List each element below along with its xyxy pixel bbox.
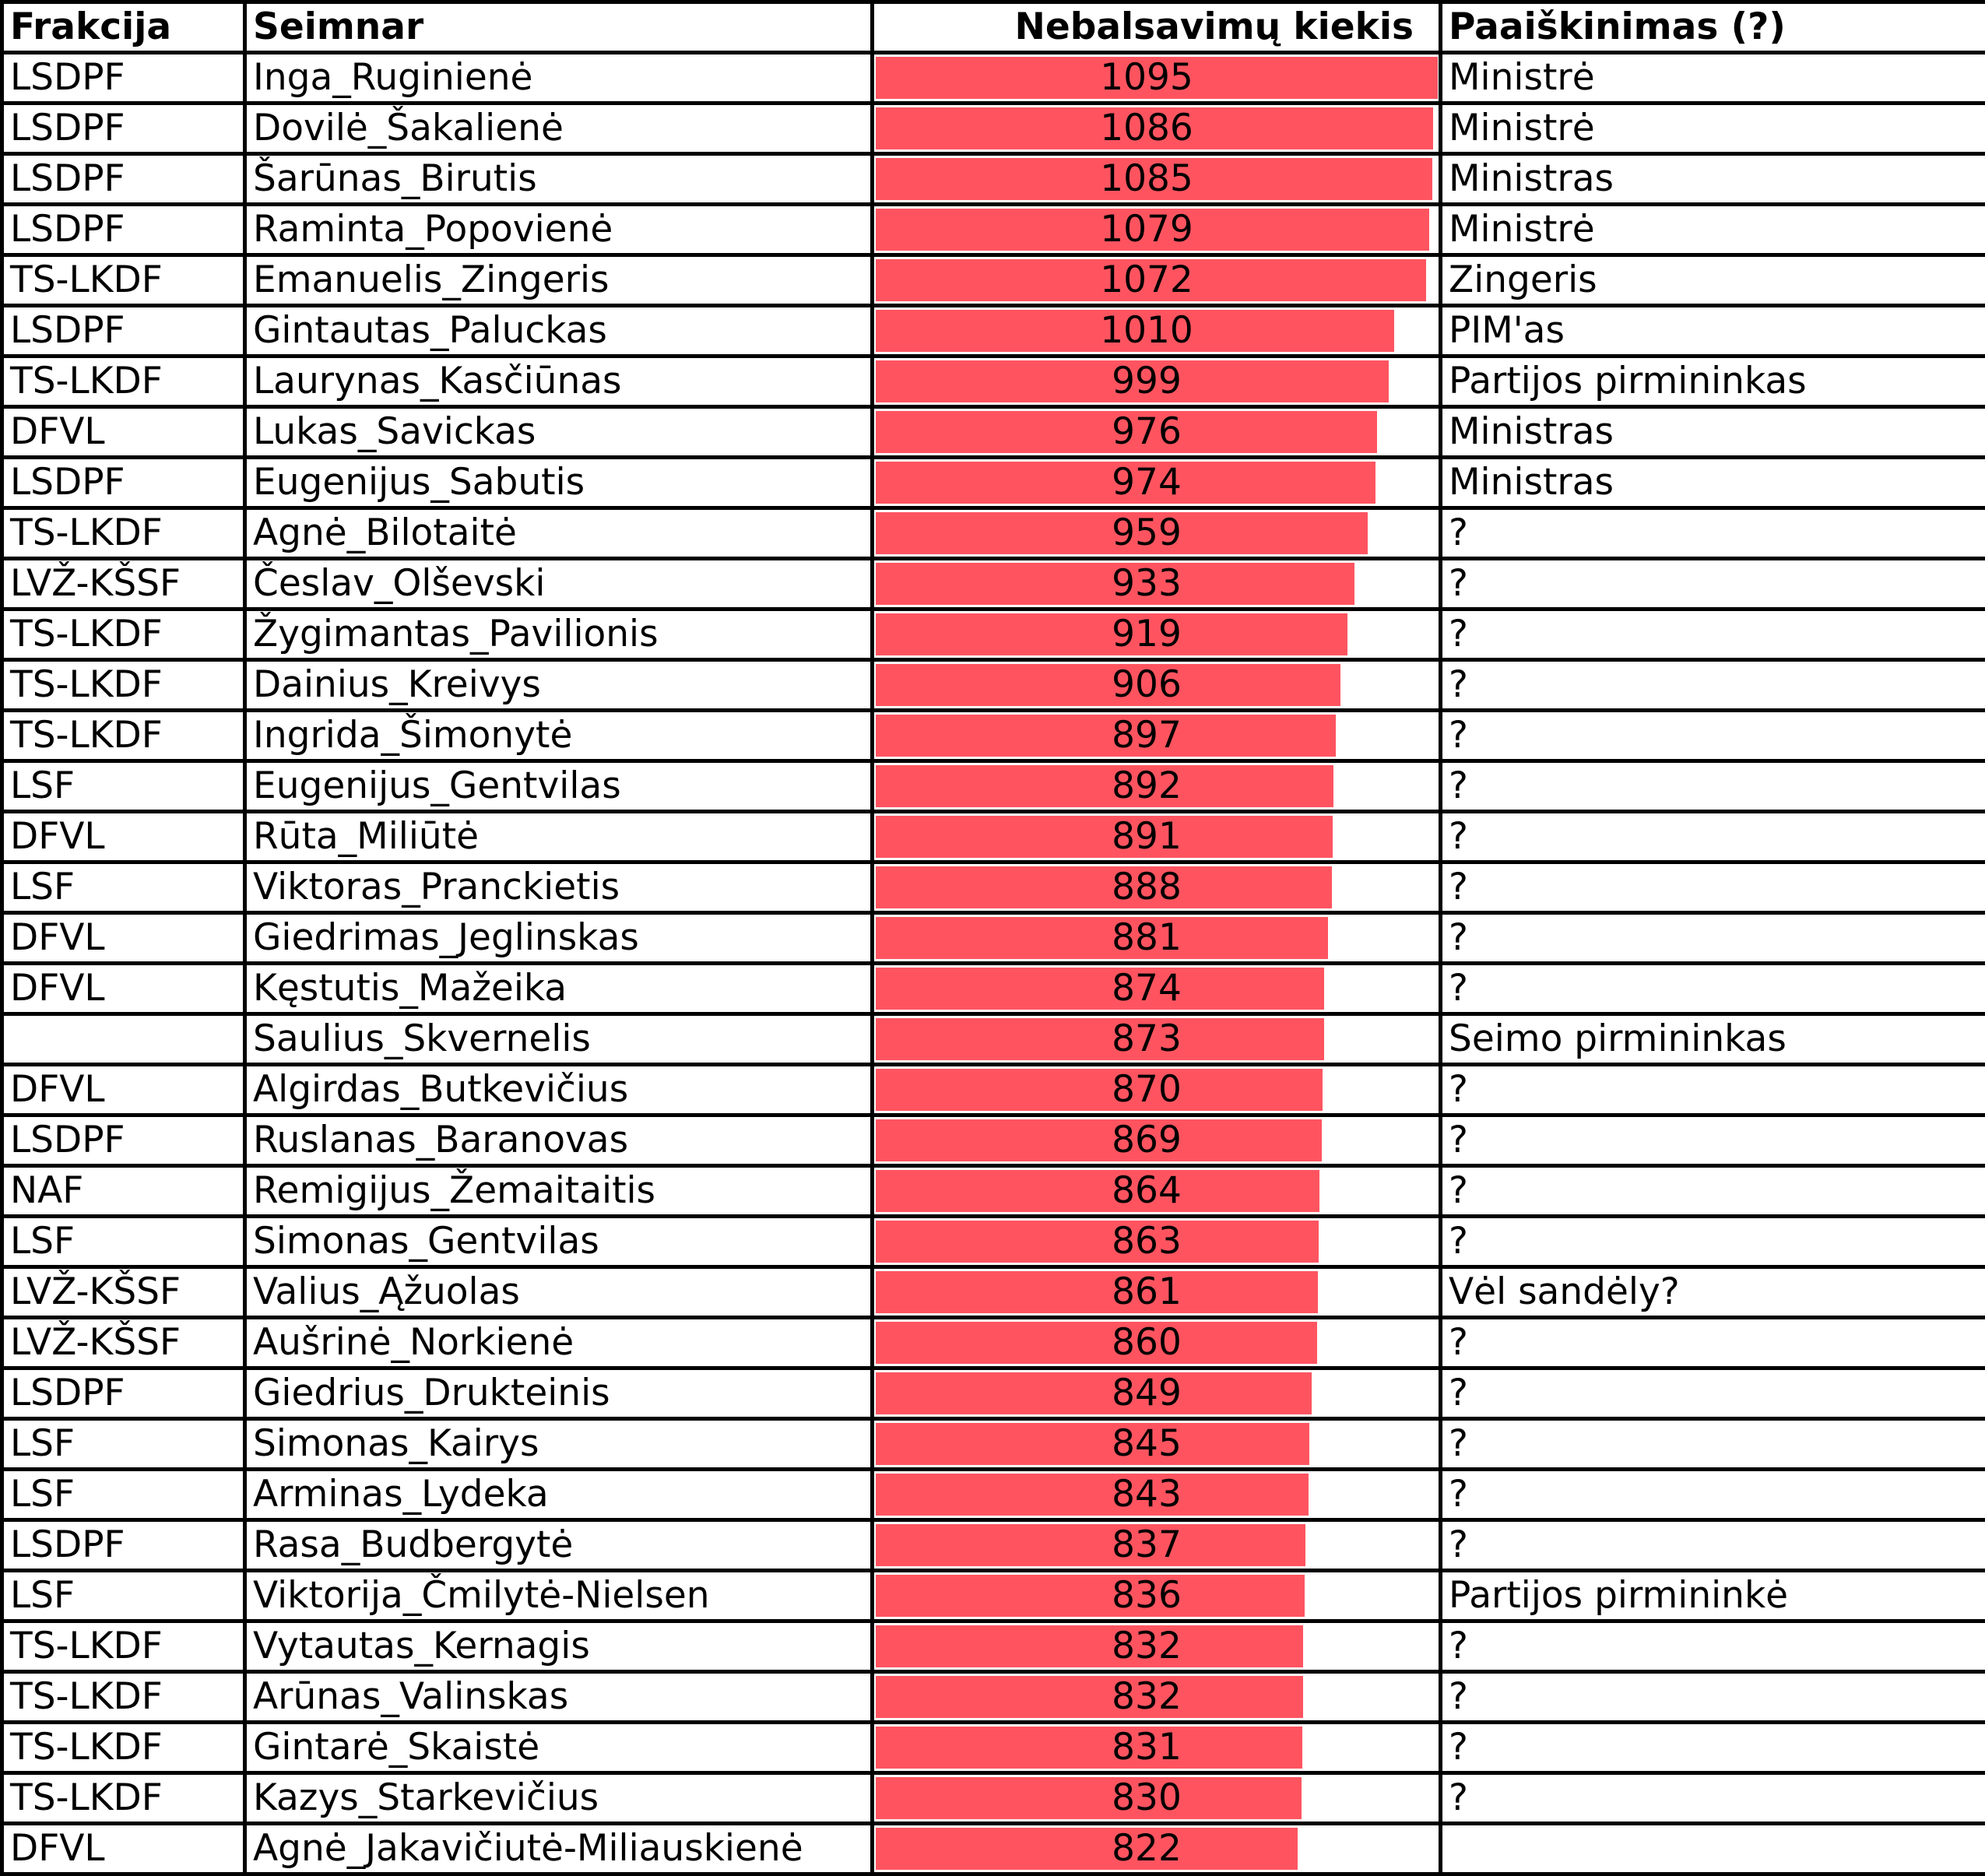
cell-seimnar[interactable]: Giedrius_Drukteinis [245,1368,873,1419]
cell-note[interactable]: ? [1441,1419,1985,1470]
table-row [2,1419,1985,1470]
cell-seimnar[interactable]: Giedrimas_Jeglinskas [245,913,873,964]
count-value: 1010 [874,307,1439,354]
table-row [2,1571,1985,1621]
cell-seimnar[interactable]: Gintautas_Paluckas [245,306,873,357]
cell-note[interactable]: Zingeris [1441,255,1985,306]
cell-frakcija[interactable]: TS-LKDF [2,711,245,761]
cell-frakcija[interactable]: TS-LKDF [2,1672,245,1723]
cell-seimnar[interactable]: Šarūnas_Birutis [245,154,873,205]
cell-seimnar[interactable]: Ingrida_Šimonytė [245,711,873,761]
cell-count[interactable] [873,660,1441,711]
table-row [2,53,1985,104]
header-note[interactable]: Paaiškinimas (?) [1441,2,1985,53]
cell-frakcija[interactable]: TS-LKDF [2,357,245,407]
count-value: 849 [874,1370,1439,1417]
cell-count[interactable] [873,610,1441,660]
cell-seimnar[interactable]: Eugenijus_Sabutis [245,458,873,508]
count-value: 919 [874,611,1439,658]
cell-frakcija[interactable]: DFVL [2,1065,245,1115]
cell-frakcija[interactable] [2,1014,245,1065]
table-row [2,306,1985,357]
cell-seimnar[interactable]: Dovilė_Šakalienė [245,104,873,154]
table-row [2,357,1985,407]
cell-seimnar[interactable]: Eugenijus_Gentvilas [245,761,873,812]
cell-frakcija[interactable]: LSDPF [2,1368,245,1419]
cell-count[interactable] [873,1419,1441,1470]
cell-seimnar[interactable]: Viktorija_Čmilytė-Nielsen [245,1571,873,1621]
cell-frakcija[interactable]: TS-LKDF [2,610,245,660]
count-value: 832 [874,1623,1439,1670]
header-row [2,2,1985,53]
cell-note[interactable]: ? [1441,1773,1985,1824]
table-row [2,1166,1985,1217]
cell-frakcija[interactable]: LSDPF [2,1520,245,1571]
cell-frakcija[interactable]: LVŽ-KŠSF [2,1318,245,1368]
table-row [2,660,1985,711]
cell-frakcija[interactable]: LSF [2,761,245,812]
cell-count[interactable] [873,1520,1441,1571]
cell-seimnar[interactable]: Kazys_Starkevičius [245,1773,873,1824]
table-row [2,711,1985,761]
cell-seimnar[interactable]: Vytautas_Kernagis [245,1621,873,1672]
table-row [2,104,1985,154]
table-row [2,407,1985,458]
table-row [2,812,1985,862]
count-value: 874 [874,965,1439,1012]
cell-seimnar[interactable]: Remigijus_Žemaitaitis [245,1166,873,1217]
cell-frakcija[interactable]: DFVL [2,407,245,458]
table-row [2,1824,1985,1874]
cell-frakcija[interactable]: LSDPF [2,104,245,154]
cell-note[interactable]: ? [1441,862,1985,913]
cell-seimnar[interactable]: Inga_Ruginienė [245,53,873,104]
cell-frakcija[interactable]: LSDPF [2,306,245,357]
count-value: 870 [874,1066,1439,1113]
cell-count[interactable] [873,1014,1441,1065]
cell-seimnar[interactable]: Laurynas_Kasčiūnas [245,357,873,407]
cell-note[interactable]: ? [1441,812,1985,862]
cell-count[interactable] [873,964,1441,1014]
table-row [2,1470,1985,1520]
cell-frakcija[interactable]: TS-LKDF [2,1723,245,1773]
cell-seimnar[interactable]: Kęstutis_Mažeika [245,964,873,1014]
cell-count[interactable] [873,761,1441,812]
cell-count[interactable] [873,1470,1441,1520]
cell-seimnar[interactable]: Rūta_Miliūtė [245,812,873,862]
count-value: 822 [874,1825,1439,1872]
cell-count[interactable] [873,508,1441,559]
cell-count[interactable] [873,1166,1441,1217]
header-frakcija[interactable]: Frakcija [2,2,245,53]
table-row [2,1217,1985,1267]
cell-frakcija[interactable]: LVŽ-KŠSF [2,1267,245,1318]
cell-seimnar[interactable]: Arūnas_Valinskas [245,1672,873,1723]
cell-count[interactable] [873,255,1441,306]
cell-note[interactable]: ? [1441,1520,1985,1571]
cell-seimnar[interactable]: Lukas_Savickas [245,407,873,458]
count-value: 836 [874,1572,1439,1619]
cell-seimnar[interactable]: Aušrinė_Norkienė [245,1318,873,1368]
cell-seimnar[interactable]: Ruslanas_Baranovas [245,1115,873,1166]
cell-note[interactable]: ? [1441,1065,1985,1115]
cell-note[interactable]: ? [1441,1723,1985,1773]
table-body [2,53,1985,1874]
table-row [2,458,1985,508]
cell-note[interactable]: ? [1441,1318,1985,1368]
cell-seimnar[interactable]: Agnė_Bilotaitė [245,508,873,559]
count-value: 831 [874,1724,1439,1771]
cell-note[interactable]: Ministras [1441,154,1985,205]
table-row [2,154,1985,205]
cell-seimnar[interactable]: Arminas_Lydeka [245,1470,873,1520]
cell-note[interactable]: Seimo pirmininkas [1441,1014,1985,1065]
table-row [2,913,1985,964]
cell-count[interactable] [873,559,1441,610]
cell-note[interactable]: ? [1441,1368,1985,1419]
cell-note[interactable]: ? [1441,1621,1985,1672]
table-row [2,964,1985,1014]
count-value: 873 [874,1016,1439,1063]
cell-count[interactable] [873,1065,1441,1115]
cell-note[interactable]: Partijos pirmininkas [1441,357,1985,407]
cell-count[interactable] [873,1115,1441,1166]
cell-seimnar[interactable]: Simonas_Gentvilas [245,1217,873,1267]
cell-count[interactable] [873,1621,1441,1672]
cell-frakcija[interactable]: LSDPF [2,1115,245,1166]
cell-count[interactable] [873,104,1441,154]
cell-note[interactable]: ? [1441,508,1985,559]
cell-seimnar[interactable]: Gintarė_Skaistė [245,1723,873,1773]
cell-note[interactable]: Ministrė [1441,53,1985,104]
count-value: 864 [874,1168,1439,1214]
count-value: 888 [874,864,1439,911]
cell-note[interactable]: ? [1441,660,1985,711]
cell-count[interactable] [873,1267,1441,1318]
cell-count[interactable] [873,862,1441,913]
cell-count[interactable] [873,913,1441,964]
cell-count[interactable] [873,812,1441,862]
cell-seimnar[interactable]: Rasa_Budbergytė [245,1520,873,1571]
table-row [2,862,1985,913]
count-value: 860 [874,1319,1439,1366]
table-row [2,1065,1985,1115]
count-value: 863 [874,1218,1439,1265]
table-row [2,1115,1985,1166]
count-value: 861 [874,1269,1439,1316]
table-row [2,761,1985,812]
cell-count[interactable] [873,53,1441,104]
cell-count[interactable] [873,154,1441,205]
cell-note[interactable]: ? [1441,1470,1985,1520]
count-value: 892 [874,763,1439,810]
table-row [2,1621,1985,1672]
cell-frakcija[interactable]: LSDPF [2,458,245,508]
cell-count[interactable] [873,306,1441,357]
count-value: 869 [874,1117,1439,1164]
cell-frakcija[interactable]: LVŽ-KŠSF [2,559,245,610]
cell-seimnar[interactable]: Simonas_Kairys [245,1419,873,1470]
cell-seimnar[interactable]: Raminta_Popovienė [245,205,873,255]
cell-count[interactable] [873,1318,1441,1368]
table-row [2,1368,1985,1419]
cell-count[interactable] [873,711,1441,761]
cell-frakcija[interactable]: NAF [2,1166,245,1217]
cell-seimnar[interactable]: Dainius_Kreivys [245,660,873,711]
count-value: 1085 [874,156,1439,202]
cell-note[interactable]: ? [1441,1672,1985,1723]
cell-frakcija[interactable]: DFVL [2,1824,245,1874]
cell-note[interactable]: ? [1441,913,1985,964]
cell-frakcija[interactable]: LSDPF [2,205,245,255]
cell-frakcija[interactable]: LSF [2,1217,245,1267]
cell-frakcija[interactable]: TS-LKDF [2,255,245,306]
cell-count[interactable] [873,458,1441,508]
cell-seimnar[interactable]: Algirdas_Butkevičius [245,1065,873,1115]
cell-frakcija[interactable]: LSF [2,1470,245,1520]
table-row [2,1672,1985,1723]
cell-note[interactable]: Partijos pirmininkė [1441,1571,1985,1621]
header-count[interactable]: Nebalsavimų kiekis [873,2,1441,53]
cell-note[interactable]: Ministrė [1441,205,1985,255]
table-row [2,1773,1985,1824]
cell-note[interactable]: ? [1441,1166,1985,1217]
count-value: 897 [874,712,1439,759]
cell-seimnar[interactable]: Agnė_Jakavičiutė-Miliauskienė [245,1824,873,1874]
cell-seimnar[interactable]: Valius_Ąžuolas [245,1267,873,1318]
table-row [2,1723,1985,1773]
table-row [2,1318,1985,1368]
cell-frakcija[interactable]: LSDPF [2,53,245,104]
count-value: 832 [874,1674,1439,1720]
count-value: 837 [874,1522,1439,1569]
count-value: 933 [874,560,1439,607]
cell-note[interactable]: ? [1441,1115,1985,1166]
cell-note[interactable]: ? [1441,761,1985,812]
count-value: 891 [874,813,1439,860]
cell-count[interactable] [873,1672,1441,1723]
count-value: 974 [874,459,1439,506]
cell-note[interactable]: ? [1441,610,1985,660]
cell-count[interactable] [873,205,1441,255]
cell-seimnar[interactable]: Česlav_Olševski [245,559,873,610]
cell-frakcija[interactable]: TS-LKDF [2,660,245,711]
cell-count[interactable] [873,1571,1441,1621]
cell-count[interactable] [873,1723,1441,1773]
count-value: 843 [874,1471,1439,1518]
cell-seimnar[interactable]: Saulius_Skvernelis [245,1014,873,1065]
header-seimnar[interactable]: Seimnar [245,2,873,53]
count-value: 976 [874,409,1439,455]
cell-frakcija[interactable]: LSF [2,862,245,913]
count-value: 906 [874,662,1439,708]
table-row [2,508,1985,559]
cell-note[interactable]: PIM'as [1441,306,1985,357]
cell-frakcija[interactable]: LSDPF [2,154,245,205]
table-row [2,1014,1985,1065]
table-row [2,255,1985,306]
cell-seimnar[interactable]: Emanuelis_Zingeris [245,255,873,306]
cell-seimnar[interactable]: Žygimantas_Pavilionis [245,610,873,660]
cell-note[interactable]: ? [1441,1217,1985,1267]
table-row [2,559,1985,610]
table-row [2,1267,1985,1318]
table-row [2,1520,1985,1571]
cell-frakcija[interactable]: DFVL [2,812,245,862]
cell-count[interactable] [873,357,1441,407]
count-value: 1086 [874,105,1439,152]
count-value: 999 [874,358,1439,405]
cell-frakcija[interactable]: TS-LKDF [2,1621,245,1672]
count-value: 830 [874,1775,1439,1822]
table-row [2,205,1985,255]
cell-frakcija[interactable]: LSF [2,1571,245,1621]
count-value: 1079 [874,206,1439,253]
cell-note[interactable]: Vėl sandėly? [1441,1267,1985,1318]
table-row [2,610,1985,660]
count-value: 845 [874,1421,1439,1467]
cell-note[interactable]: ? [1441,711,1985,761]
cell-note[interactable]: Ministras [1441,458,1985,508]
cell-count[interactable] [873,1368,1441,1419]
cell-count[interactable] [873,1773,1441,1824]
count-value: 881 [874,915,1439,961]
cell-count[interactable] [873,1824,1441,1874]
cell-frakcija[interactable]: TS-LKDF [2,1773,245,1824]
count-value: 1072 [874,257,1439,304]
cell-count[interactable] [873,1217,1441,1267]
cell-frakcija[interactable]: DFVL [2,964,245,1014]
cell-note[interactable]: ? [1441,559,1985,610]
count-value: 959 [874,510,1439,557]
cell-note[interactable]: Ministras [1441,407,1985,458]
cell-note[interactable]: Ministrė [1441,104,1985,154]
cell-note[interactable] [1441,1824,1985,1874]
cell-note[interactable]: ? [1441,964,1985,1014]
cell-count[interactable] [873,407,1441,458]
cell-frakcija[interactable]: TS-LKDF [2,508,245,559]
cell-frakcija[interactable]: DFVL [2,913,245,964]
count-value: 1095 [874,54,1439,101]
cell-frakcija[interactable]: LSF [2,1419,245,1470]
cell-seimnar[interactable]: Viktoras_Pranckietis [245,862,873,913]
